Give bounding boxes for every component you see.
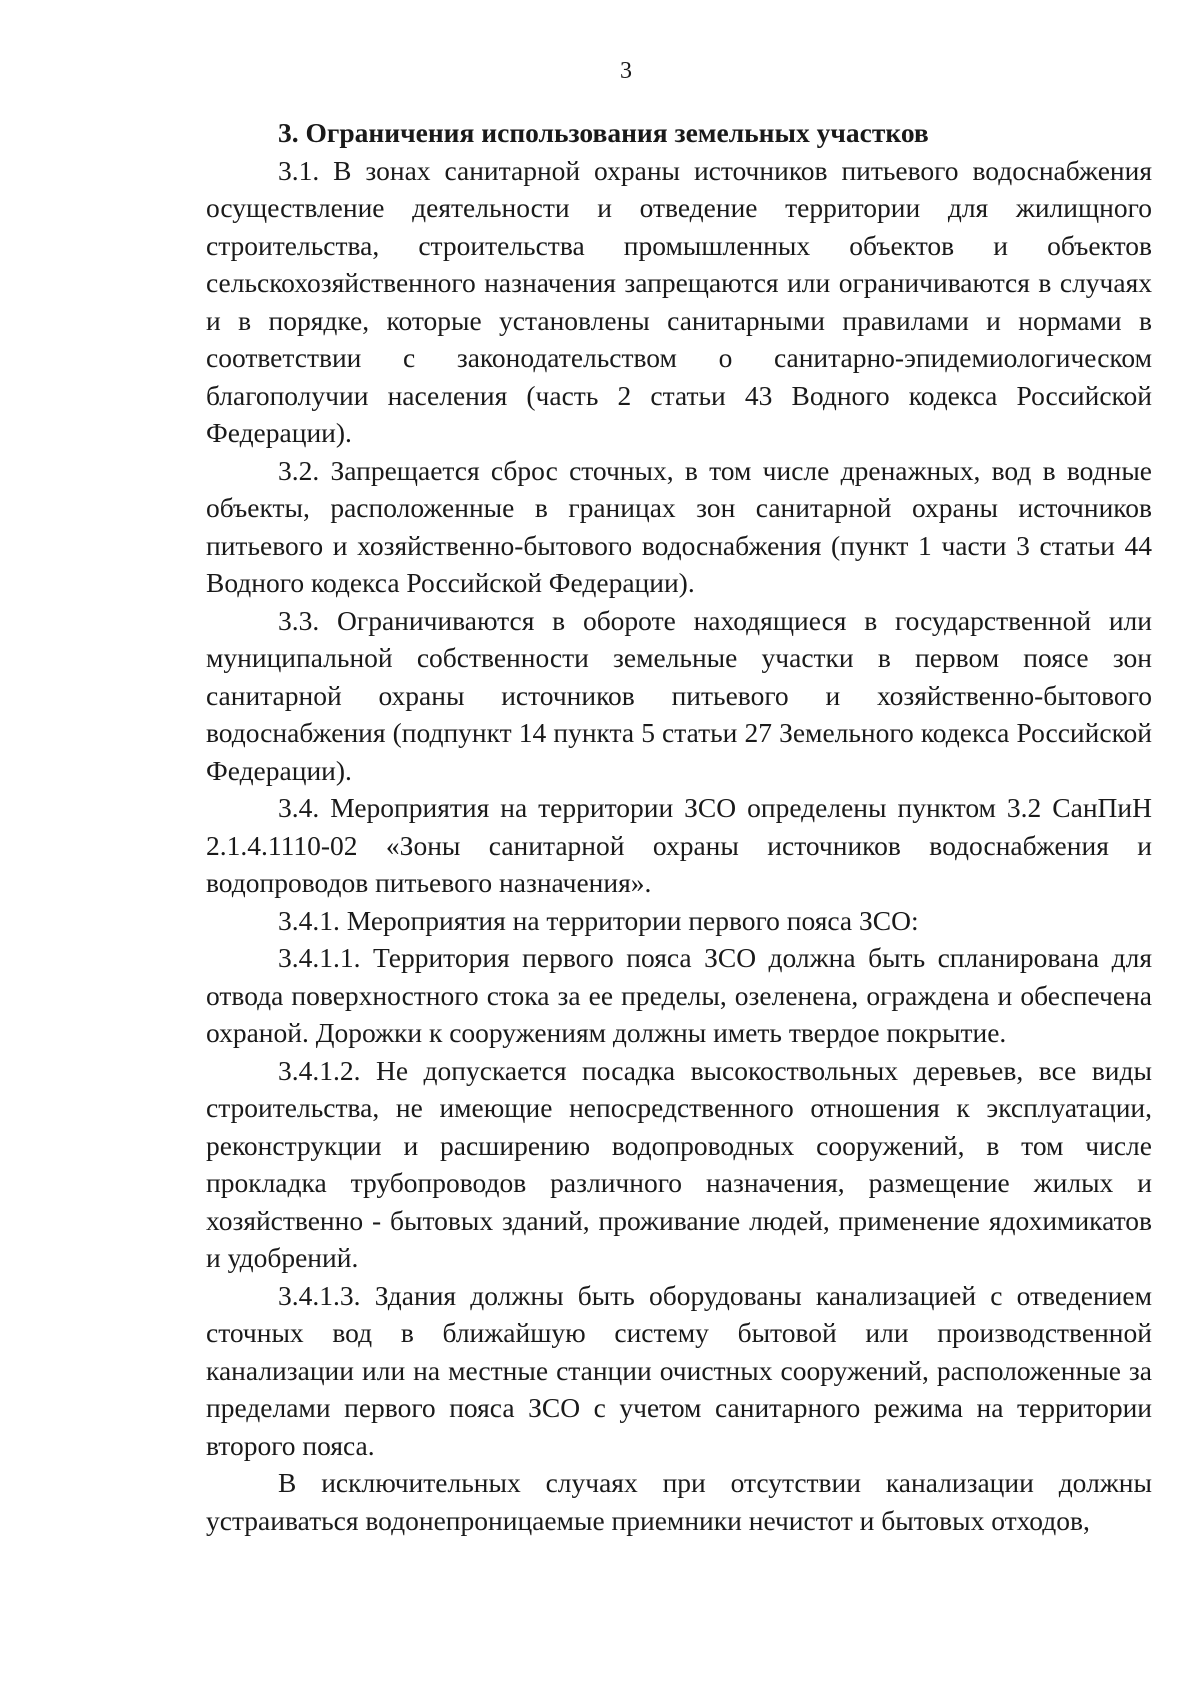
paragraph-3-4-1-1: 3.4.1.1. Территория первого пояса ЗСО должна быть спланирована для отвода поверхностного стока за ее пределы, озеленена, ограждена и обеспечена охраной. Дорожки к сооружениям должны иметь твердое покрытие. [206, 942, 1152, 1048]
paragraph-3-4-1: 3.4.1. Мероприятия на территории первого пояса ЗСО: [278, 904, 919, 936]
paragraph-3-3: 3.3. Ограничиваются в обороте находящиеся в государственной или муниципальной собственности земельные участки в первом поясе зон санитарной охраны источников питьевого и хозяйственно-бытового водоснабжения (подпункт 14 пункта 5 статьи 27 Земельного кодекса Российской Федерации). [206, 604, 1152, 786]
paragraph-exceptional-cases: В исключительных случаях при отсутствии канализации должны устраиваться водонепроницаемые приемники нечистот и бытовых отходов, [206, 1467, 1152, 1536]
page-number: 3 [620, 58, 632, 84]
paragraph-3-4-1-3: 3.4.1.3. Здания должны быть оборудованы канализацией с отведением сточных вод в ближайшую систему бытовой или производственной канализации или на местные станции очистных сооружений, расположенные за пределами первого пояса ЗСО с учетом санитарного режима на территории второго пояса. [206, 1279, 1152, 1461]
paragraph-3-4: 3.4. Мероприятия на территории ЗСО определены пунктом 3.2 СанПиН 2.1.4.1110-02 «Зоны санитарной охраны источников водоснабжения и водопроводов питьевого назначения». [206, 792, 1152, 898]
section-heading: 3. Ограничения использования земельных участков [278, 117, 929, 148]
paragraph-3-1: 3.1. В зонах санитарной охраны источников питьевого водоснабжения осуществление деятельности и отведение территории для жилищного строительства, строительства промышленных объектов и объектов сельскохозяйственного назначения запрещаются или ограничиваются в случаях и в порядке, которые установлены санитарными правилами и нормами в соответствии с законодательством о санитарно-эпидемиологическом благополучии населения (часть 2 статьи 43 Водного кодекса Российской Федерации). [206, 154, 1152, 448]
paragraph-3-4-1-2: 3.4.1.2. Не допускается посадка высокоствольных деревьев, все виды строительства, не имеющие непосредственного отношения к эксплуатации, реконструкции и расширению водопроводных сооружений, в том числе прокладка трубопроводов различного назначения, размещение жилых и хозяйственно - бытовых зданий, проживание людей, применение ядохимикатов и удобрений. [206, 1054, 1152, 1273]
paragraph-3-2: 3.2. Запрещается сброс сточных, в том числе дренажных, вод в водные объекты, расположенные в границах зон санитарной охраны источников питьевого и хозяйственно-бытового водоснабжения (пункт 1 части 3 статьи 44 Водного кодекса Российской Федерации). [206, 454, 1152, 598]
document-body [206, 114, 1152, 1539]
